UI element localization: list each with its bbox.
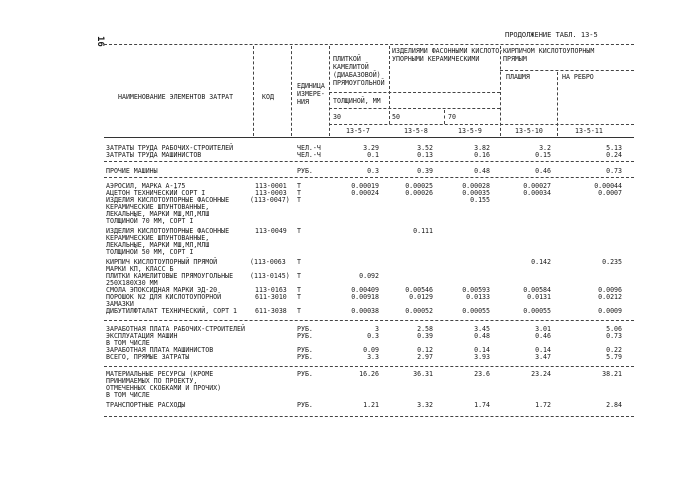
code-col-1: 13-5-7 [346, 127, 370, 135]
row-value: 0.00584 [523, 286, 551, 294]
row-value: 0.00026 [405, 189, 433, 197]
row-unit: РУБ. [297, 346, 313, 354]
row-value: 0.13 [417, 151, 433, 159]
row-unit: Т [297, 196, 301, 204]
row-value: 1.72 [535, 401, 551, 409]
codes-rule [329, 124, 634, 125]
row-value: 0.00546 [405, 286, 433, 294]
divider-group2-group3 [500, 46, 501, 136]
code-col-2: 13-5-8 [404, 127, 428, 135]
thickness-30: 30 [333, 113, 341, 121]
row-name-line: АЦЕТОН ТЕХНИЧЕСКИЙ СОРТ I [106, 189, 206, 197]
row-unit: Т [297, 272, 301, 280]
row-value: 0.00044 [594, 182, 622, 190]
group3-line-2: ПРЯМЫМ [503, 55, 527, 63]
row-name-line: В ТОМ ЧИСЛЕ [106, 391, 150, 399]
row-value: 0.00038 [351, 307, 379, 315]
row-value: 0.235 [602, 258, 622, 266]
row-name-line: ПРОЧИЕ МАШИНЫ [106, 167, 158, 175]
section-rule [104, 177, 634, 178]
row-value: 5.13 [606, 144, 622, 152]
row-value: 5.79 [606, 353, 622, 361]
row-unit: РУБ. [297, 325, 313, 333]
row-name-line: ЛЕКАЛЬНЫЕ, МАРКИ МШ,МЛ,МЛШ [106, 241, 210, 249]
row-name-line: ЛЕКАЛЬНЫЕ, МАРКИ МШ,МЛ,МЛШ [106, 210, 210, 218]
thickness-70: 70 [448, 113, 456, 121]
row-value: 2.97 [417, 353, 433, 361]
row-value: 0.14 [535, 346, 551, 354]
divider-name-code [253, 46, 254, 136]
header-bottom-rule [104, 137, 634, 138]
row-value: 3.2 [539, 144, 551, 152]
row-value: 3.32 [417, 401, 433, 409]
row-unit: Т [297, 182, 301, 190]
header-flat: ПЛАШМЯ [506, 73, 530, 81]
group1-line-3: (ДИАБАЗОВОЙ) [333, 71, 381, 79]
row-value: 3.47 [535, 353, 551, 361]
row-value: 0.3 [367, 332, 379, 340]
row-unit: Т [297, 293, 301, 301]
row-name-line: ТРАНСПОРТНЫЕ РАСХОДЫ [106, 401, 186, 409]
row-value: 3.3 [367, 353, 379, 361]
row-name-line: ПЛИТКИ КАМЕЛИТОВЫЕ ПРЯМОУГОЛЬНЫЕ [106, 272, 234, 280]
row-value: 0.0007 [598, 189, 622, 197]
row-value: 1.74 [474, 401, 490, 409]
row-value: 0.22 [606, 346, 622, 354]
row-unit: ЧЕЛ.-Ч [297, 144, 321, 152]
code-col-5: 13-5-11 [575, 127, 603, 135]
divider-flat-edge [557, 72, 558, 136]
row-unit: Т [297, 227, 301, 235]
row-value: 0.3 [367, 167, 379, 175]
row-value: 0.0129 [409, 293, 433, 301]
row-value: 3.82 [474, 144, 490, 152]
row-value: 0.73 [606, 332, 622, 340]
row-code: 113-0163 [255, 286, 287, 294]
row-value: 0.00593 [462, 286, 490, 294]
row-name-line: КЕРАМИЧЕСКИЕ ШПУНТОВАННЫЕ, [106, 203, 210, 211]
header-unit-1: ЕДИНИЦА [297, 82, 325, 90]
row-value: 23.6 [474, 370, 490, 378]
section-rule [104, 161, 634, 162]
row-value: 3.52 [417, 144, 433, 152]
row-value: 3.45 [474, 325, 490, 333]
group1-line-4: ПРЯМОУГОЛЬНОЙ [333, 79, 385, 87]
row-value: 0.46 [535, 167, 551, 175]
row-value: 36.31 [413, 370, 433, 378]
thickness-rule-top [329, 92, 500, 93]
group2-line-2: УПОРНЫМИ КЕРАМИЧЕСКИМИ [392, 55, 480, 63]
row-value: 0.16 [474, 151, 490, 159]
header-unit-2: ИЗМЕРЕ- [297, 90, 325, 98]
divider-t50-t70 [444, 110, 445, 124]
row-value: 0.092 [359, 272, 379, 280]
row-value: 0.00035 [462, 189, 490, 197]
row-code: (113-0047) [250, 196, 290, 204]
row-code: (113-0145) [250, 272, 290, 280]
row-name-line: ЗАРАБОТНАЯ ПЛАТА РАБОЧИХ-СТРОИТЕЛЕЙ [106, 325, 245, 333]
row-unit: РУБ. [297, 353, 313, 361]
row-name-line: ИЗДЕЛИЯ КИСЛОТОУПОРНЫЕ ФАСОННЫЕ [106, 196, 230, 204]
header-thickness: ТОЛЩИНОЙ, ММ [333, 97, 381, 105]
row-code: 611-3010 [255, 293, 287, 301]
thickness-50: 50 [392, 113, 400, 121]
row-code: 113-0001 [255, 182, 287, 190]
row-value: 0.00055 [462, 307, 490, 315]
row-unit: ЧЕЛ.-Ч [297, 151, 321, 159]
row-value: 0.00055 [523, 307, 551, 315]
row-name-line: АЭРОСИЛ, МАРКА А-175 [106, 182, 186, 190]
row-unit: РУБ. [297, 332, 313, 340]
group1-line-2: КАМЕЛИТОЙ [333, 63, 369, 71]
row-value: 23.24 [531, 370, 551, 378]
row-name-line: В ТОМ ЧИСЛЕ [106, 339, 150, 347]
row-value: 0.00052 [405, 307, 433, 315]
row-name-line: ЗАТРАТЫ ТРУДА РАБОЧИХ-СТРОИТЕЛЕЙ [106, 144, 234, 152]
header-unit-3: НИЯ [297, 98, 309, 106]
row-value: 16.26 [359, 370, 379, 378]
row-code: 113-0049 [255, 227, 287, 235]
row-value: 0.0131 [527, 293, 551, 301]
section-rule [104, 320, 634, 321]
row-value: 0.0096 [598, 286, 622, 294]
row-name-line: КЕРАМИЧЕСКИЕ ШПУНТОВАННЫЕ, [106, 234, 210, 242]
row-value: 0.142 [531, 258, 551, 266]
row-unit: Т [297, 307, 301, 315]
row-value: 0.155 [470, 196, 490, 204]
row-value: 0.0009 [598, 307, 622, 315]
row-name-line: ПОРОШОК N2 ДЛЯ КИСЛОТОУПОРНОЙ [106, 293, 222, 301]
row-value: 0.00025 [405, 182, 433, 190]
row-code: 611-3038 [255, 307, 287, 315]
row-value: 0.48 [474, 332, 490, 340]
row-value: 0.0212 [598, 293, 622, 301]
row-unit: РУБ. [297, 401, 313, 409]
row-value: 0.00409 [351, 286, 379, 294]
row-value: 0.15 [535, 151, 551, 159]
section-rule [104, 416, 634, 417]
row-value: 0.00028 [462, 182, 490, 190]
header-code: КОД [262, 93, 274, 101]
row-name-line: ВСЕГО, ПРЯМЫЕ ЗАТРАТЫ [106, 353, 190, 361]
row-name-line: ТОЛЩИНОЙ 70 ММ, СОРТ I [106, 217, 194, 225]
row-name-line: ДИБУТИЛФТАЛАТ ТЕХНИЧЕСКИЙ, СОРТ 1 [106, 307, 238, 315]
row-value: 1.21 [363, 401, 379, 409]
row-unit: Т [297, 258, 301, 266]
continuation-title: ПРОДОЛЖЕНИЕ ТАБЛ. 13-5 [505, 31, 598, 39]
row-value: 0.1 [367, 151, 379, 159]
row-name-line: КИРПИЧ КИСЛОТОУПОРНЫЙ ПРЯМОЙ [106, 258, 218, 266]
thickness-rule-bottom [329, 108, 500, 109]
row-value: 0.12 [417, 346, 433, 354]
row-value: 0.09 [363, 346, 379, 354]
row-value: 0.24 [606, 151, 622, 159]
divider-code-unit [291, 46, 292, 136]
row-name-line: ЗАТРАТЫ ТРУДА МАШИНИСТОВ [106, 151, 202, 159]
code-col-3: 13-5-9 [458, 127, 482, 135]
header-top-rule [104, 44, 634, 45]
row-value: 0.73 [606, 167, 622, 175]
row-value: 5.06 [606, 325, 622, 333]
group3-line-1: КИРПИЧОМ КИСЛОТОУПОРНЫМ [503, 47, 595, 55]
row-unit: Т [297, 189, 301, 197]
header-name: НАИМЕНОВАНИЕ ЭЛЕМЕНТОВ ЗАТРАТ [118, 93, 234, 101]
row-value: 2.58 [417, 325, 433, 333]
row-value: 3.01 [535, 325, 551, 333]
row-name-line: ЭКСПЛУАТАЦИЯ МАШИН [106, 332, 178, 340]
header-edge: НА РЕБРО [562, 73, 594, 81]
row-name-line: ПРИНИМАЕМЫХ ПО ПРОЕКТУ, [106, 377, 198, 385]
group1-line-1: ПЛИТКОЙ [333, 55, 361, 63]
row-name-line: МАРКИ КП, КЛАСС Б [106, 265, 174, 273]
row-value: 0.0133 [466, 293, 490, 301]
row-value: 0.48 [474, 167, 490, 175]
row-name-line: ОТМЕЧЕННЫХ СКОБКАМИ И ПРОЧИХ) [106, 384, 222, 392]
row-value: 0.00019 [351, 182, 379, 190]
group2-line-1: ИЗДЕЛИЯМИ ФАСОННЫМИ КИСЛОТО- [392, 47, 504, 55]
page-number: 16 [95, 36, 105, 47]
row-value: 2.84 [606, 401, 622, 409]
row-value: 0.46 [535, 332, 551, 340]
divider-unit-values [329, 46, 330, 136]
row-name-line: ИЗДЕЛИЯ КИСЛОТОУПОРНЫЕ ФАСОННЫЕ [106, 227, 230, 235]
row-name-line: СМОЛА ЭПОКСИДНАЯ МАРКИ ЭД-20 [106, 286, 218, 294]
row-unit: РУБ. [297, 167, 313, 175]
row-value: 3.93 [474, 353, 490, 361]
code-col-4: 13-5-10 [515, 127, 543, 135]
row-name-line: 250Х180Х30 ММ [106, 279, 158, 287]
row-value: 3 [375, 325, 379, 333]
row-value: 0.14 [474, 346, 490, 354]
row-value: 3.29 [363, 144, 379, 152]
section-rule [104, 366, 634, 367]
row-unit: Т [297, 286, 301, 294]
row-value: 0.00034 [523, 189, 551, 197]
row-value: 38.21 [602, 370, 622, 378]
row-value: 0.00918 [351, 293, 379, 301]
group3-sub-rule [500, 70, 634, 71]
row-value: 0.00024 [351, 189, 379, 197]
divider-group1-group2 [389, 46, 390, 124]
row-value: 0.111 [413, 227, 433, 235]
row-value: 0.39 [417, 167, 433, 175]
row-name-line: ТОЛЩИНОЙ 50 ММ, СОРТ I [106, 248, 194, 256]
row-unit: РУБ. [297, 370, 313, 378]
row-code: 113-0003 [255, 189, 287, 197]
row-value: 0.00027 [523, 182, 551, 190]
row-name-line: МАТЕРИАЛЬНЫЕ РЕСУРСЫ (КРОМЕ [106, 370, 214, 378]
row-code: (113-0063 [250, 258, 286, 266]
row-name-line: ЗАРАБОТНАЯ ПЛАТА МАШИНИСТОВ [106, 346, 214, 354]
row-name-line: ЗАМАЗКИ [106, 300, 134, 308]
row-value: 0.39 [417, 332, 433, 340]
